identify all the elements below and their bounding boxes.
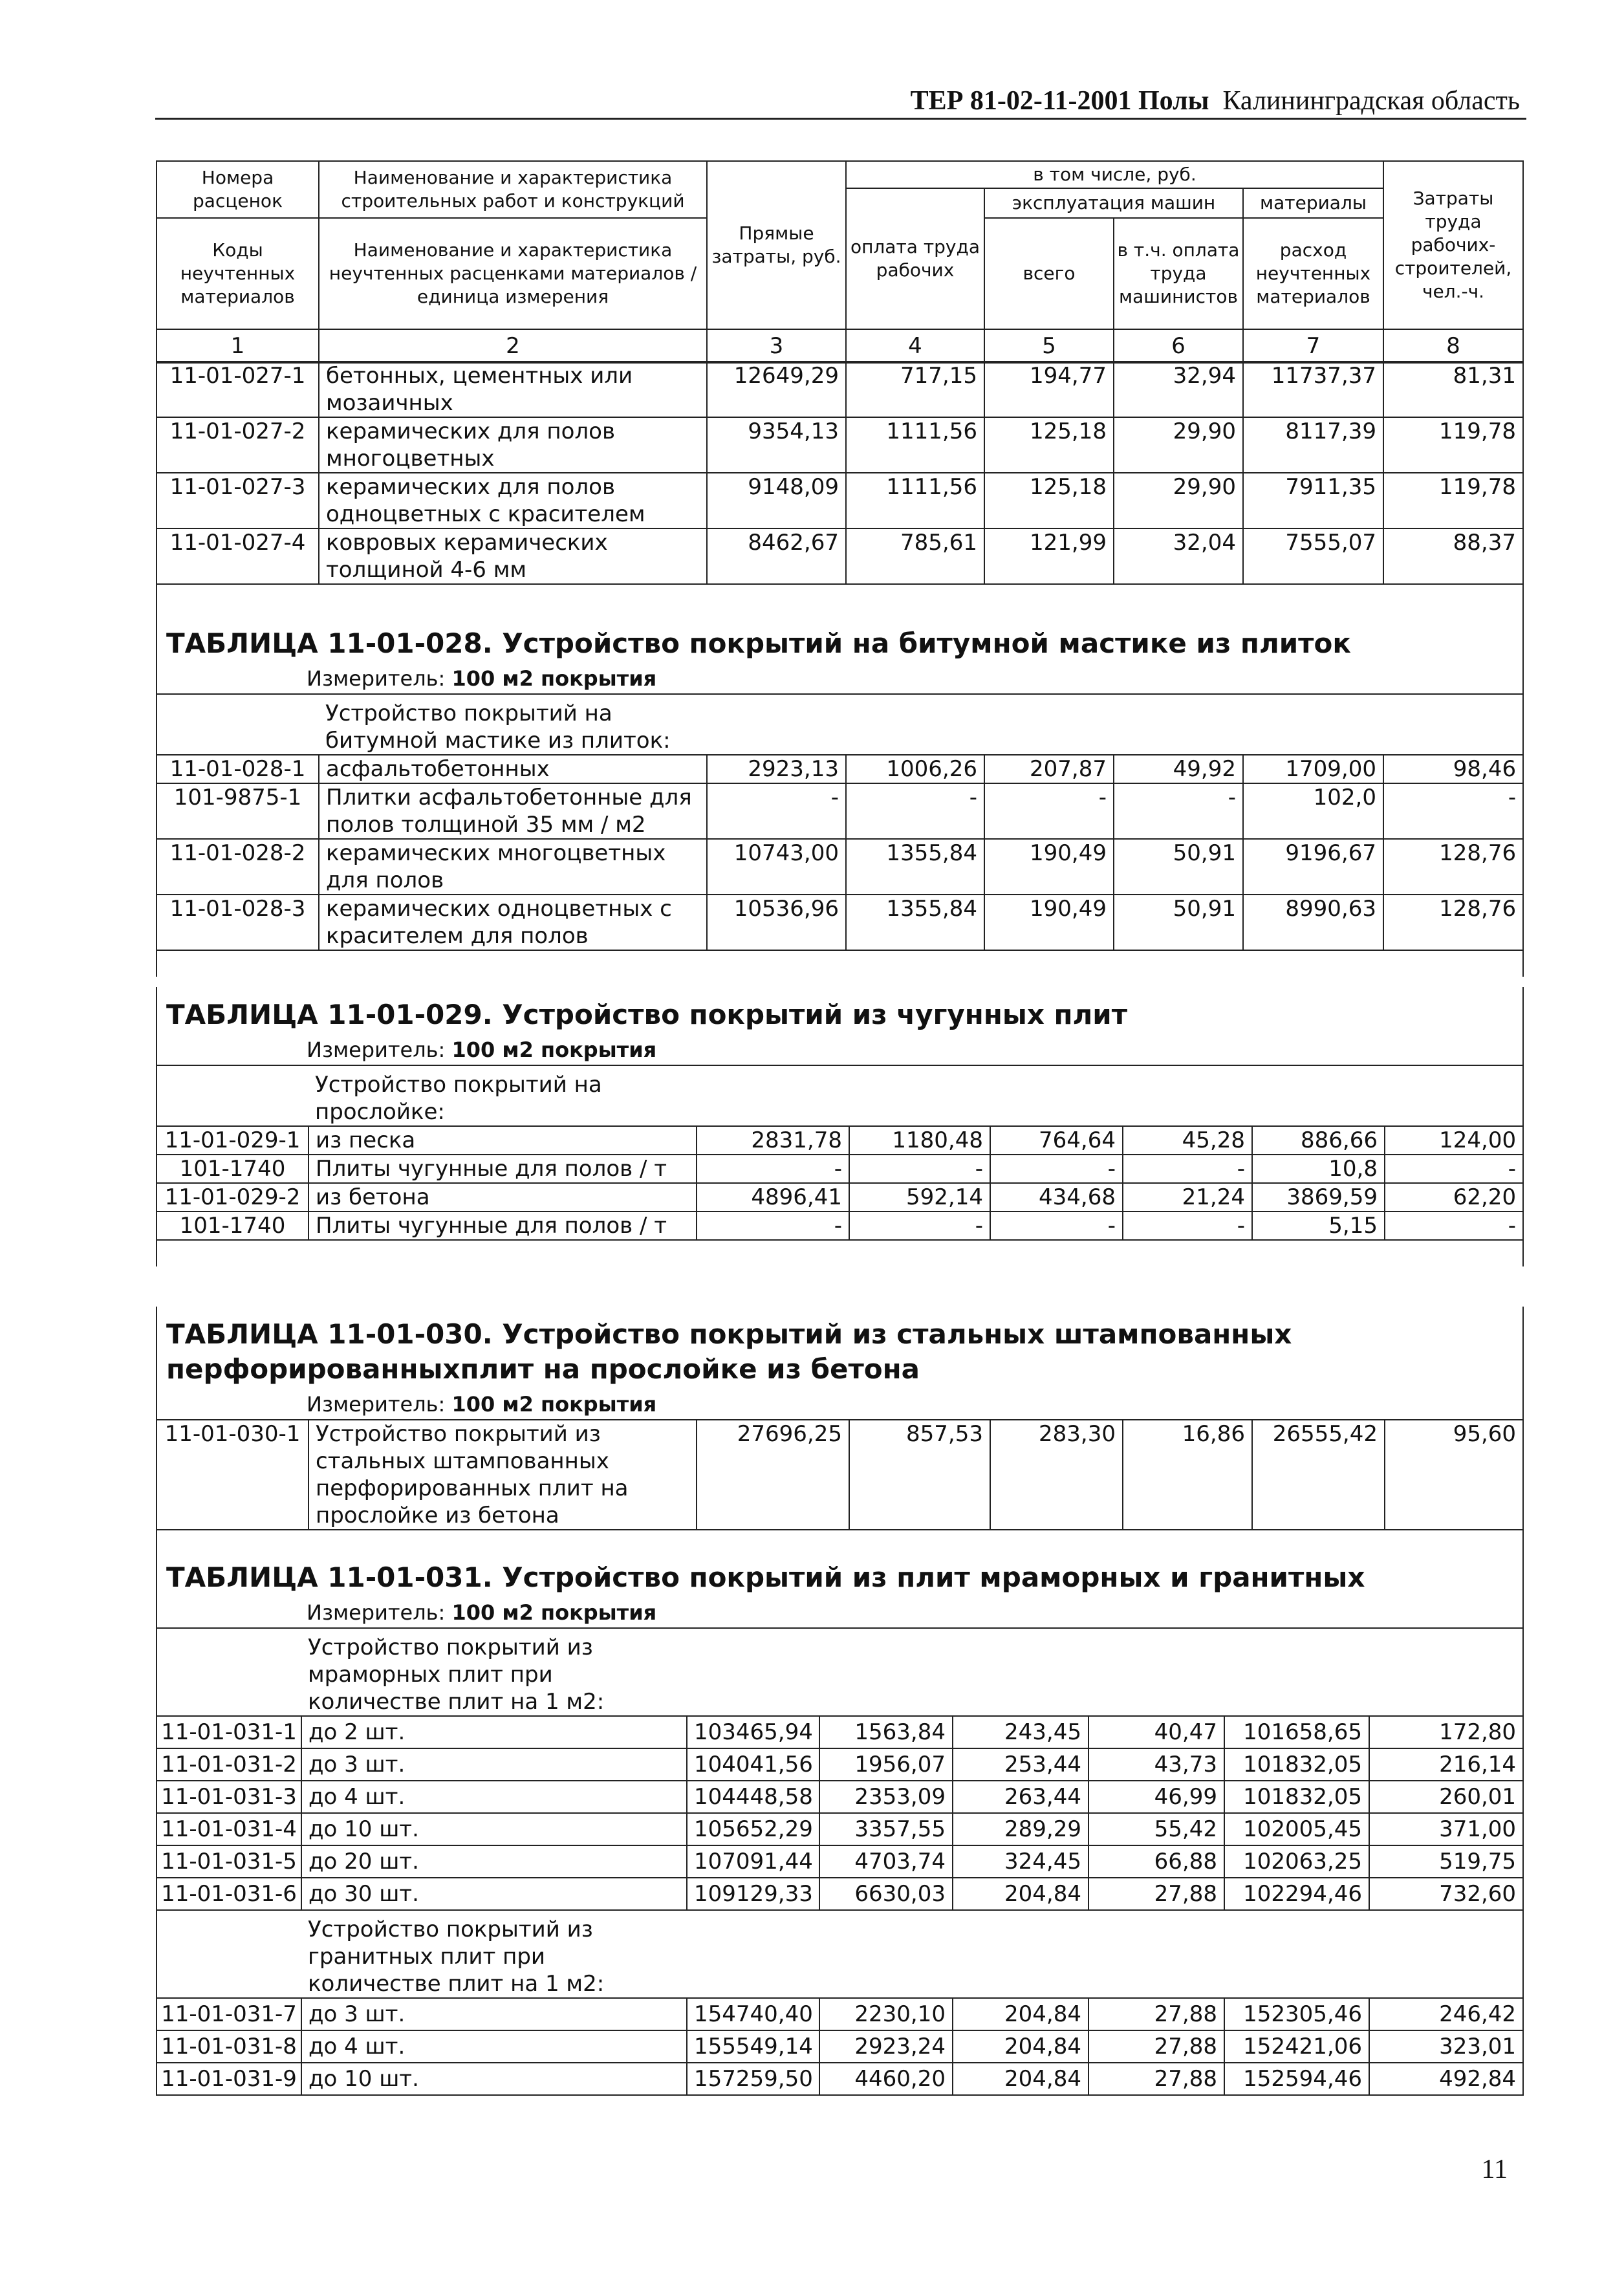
- table-row: [157, 783, 1523, 839]
- machine-operators-pay: 66,88: [1088, 1845, 1224, 1878]
- machine-operators-pay: 32,04: [1114, 528, 1243, 584]
- table-row: [157, 2030, 1523, 2063]
- machines-total: 125,18: [984, 473, 1114, 528]
- page-number: 11: [1481, 2155, 1508, 2184]
- table-029: [156, 987, 1524, 1266]
- materials: 101658,65: [1224, 1716, 1369, 1748]
- machine-operators-pay: 27,88: [1088, 1878, 1224, 1910]
- materials: 7555,07: [1243, 528, 1383, 584]
- labor-hours: 128,76: [1383, 839, 1523, 895]
- work-description: керамических многоцветных для полов: [319, 839, 707, 895]
- machine-operators-pay: 55,42: [1088, 1813, 1224, 1845]
- rate-code: 11-01-027-1: [157, 362, 319, 417]
- materials: 7911,35: [1243, 473, 1383, 528]
- materials: 9196,67: [1243, 839, 1383, 895]
- machines-total: 121,99: [984, 528, 1114, 584]
- table-row: [157, 1845, 1523, 1878]
- rate-code: 11-01-028-3: [157, 895, 319, 950]
- table-row: [157, 473, 1523, 528]
- rate-code: 11-01-031-4: [157, 1813, 301, 1845]
- rate-code: 11-01-028-1: [157, 755, 319, 783]
- table-row: [157, 1420, 1523, 1530]
- machine-operators-pay: -: [1123, 1212, 1252, 1240]
- header-name-bottom: Наименование и характеристика неучтенных расценками материалов / единица измерения: [319, 218, 707, 329]
- work-description: керамических для полов одноцветных с красителем: [319, 473, 707, 528]
- direct-costs: 104041,56: [687, 1748, 819, 1781]
- direct-costs: 4896,41: [697, 1183, 849, 1212]
- table-row: [157, 1998, 1523, 2030]
- header-code-top: Номера расценок: [157, 161, 319, 218]
- labor-hours: 128,76: [1383, 895, 1523, 950]
- machines-total: 190,49: [984, 895, 1114, 950]
- work-description: до 2 шт.: [301, 1716, 687, 1748]
- labor-hours: 519,75: [1369, 1845, 1523, 1878]
- labor-hours: 246,42: [1369, 1998, 1523, 2030]
- machine-operators-pay: 46,99: [1088, 1781, 1224, 1813]
- materials: 152421,06: [1224, 2030, 1369, 2063]
- rate-code: 101-1740: [157, 1212, 309, 1240]
- labor-pay: 1355,84: [846, 839, 984, 895]
- materials: 8990,63: [1243, 895, 1383, 950]
- materials: 102294,46: [1224, 1878, 1369, 1910]
- labor-hours: 95,60: [1385, 1420, 1523, 1530]
- direct-costs: 154740,40: [687, 1998, 819, 2030]
- labor-hours: 172,80: [1369, 1716, 1523, 1748]
- unit-label: Измеритель:: [307, 666, 446, 691]
- rate-code: 11-01-028-2: [157, 839, 319, 895]
- table-row: [157, 528, 1523, 584]
- col-num-8: 8: [1383, 329, 1523, 363]
- table-row: [157, 362, 1523, 417]
- machines-total: 194,77: [984, 362, 1114, 417]
- table-row: [157, 1748, 1523, 1781]
- machine-operators-pay: 27,88: [1088, 1998, 1224, 2030]
- table-row: [157, 1878, 1523, 1910]
- machine-operators-pay: 29,90: [1114, 417, 1243, 473]
- table-row: [157, 1716, 1523, 1748]
- work-description: до 30 шт.: [301, 1878, 687, 1910]
- rate-code: 11-01-031-5: [157, 1845, 301, 1878]
- table-row: [157, 417, 1523, 473]
- col-num-4: 4: [846, 329, 984, 363]
- direct-costs: 103465,94: [687, 1716, 819, 1748]
- direct-costs: 9354,13: [707, 417, 846, 473]
- table-030-title: ТАБЛИЦА 11-01-030. Устройство покрытий из стальных штампованных перфорированныхплит на прослойке из бетона: [157, 1307, 1523, 1389]
- rate-code: 11-01-027-4: [157, 528, 319, 584]
- rate-code: 11-01-030-1: [157, 1420, 309, 1530]
- machines-total: 204,84: [953, 2030, 1088, 2063]
- work-description: асфальтобетонных: [319, 755, 707, 783]
- materials: 101832,05: [1224, 1781, 1369, 1813]
- direct-costs: 109129,33: [687, 1878, 819, 1910]
- table-row: [157, 895, 1523, 950]
- labor-pay: -: [849, 1212, 990, 1240]
- direct-costs: 107091,44: [687, 1845, 819, 1878]
- rate-code: 11-01-031-7: [157, 1998, 301, 2030]
- unit-value: 100 м2 покрытия: [451, 1600, 657, 1625]
- machines-total: 289,29: [953, 1813, 1088, 1845]
- machines-total: -: [990, 1155, 1123, 1183]
- materials: 5,15: [1252, 1212, 1385, 1240]
- machines-total: 190,49: [984, 839, 1114, 895]
- table-028-title: ТАБЛИЦА 11-01-028. Устройство покрытий на битумной мастике из плиток: [157, 604, 1523, 664]
- rate-code: 11-01-029-1: [157, 1126, 309, 1155]
- machine-operators-pay: 50,91: [1114, 895, 1243, 950]
- col-num-1: 1: [157, 329, 319, 363]
- materials: 102005,45: [1224, 1813, 1369, 1845]
- labor-pay: -: [849, 1155, 990, 1183]
- labor-pay: 1180,48: [849, 1126, 990, 1155]
- labor-hours: -: [1385, 1212, 1523, 1240]
- materials: 11737,37: [1243, 362, 1383, 417]
- direct-costs: 9148,09: [707, 473, 846, 528]
- rate-code: 11-01-031-9: [157, 2063, 301, 2095]
- col-num-5: 5: [984, 329, 1114, 363]
- labor-pay: 4460,20: [819, 2063, 953, 2095]
- work-description: Устройство покрытий из стальных штампованных перфорированных плит на прослойке из бетона: [309, 1420, 697, 1530]
- machines-total: 204,84: [953, 1998, 1088, 2030]
- unit-value: 100 м2 покрытия: [451, 1038, 657, 1062]
- table-029-title: ТАБЛИЦА 11-01-029. Устройство покрытий из чугунных плит: [157, 987, 1523, 1035]
- materials: 102,0: [1243, 783, 1383, 839]
- machines-total: 125,18: [984, 417, 1114, 473]
- labor-hours: 119,78: [1383, 473, 1523, 528]
- header-rule: [155, 118, 1526, 120]
- direct-costs: -: [697, 1212, 849, 1240]
- work-description: из песка: [309, 1126, 697, 1155]
- direct-costs: -: [697, 1155, 849, 1183]
- direct-costs: 12649,29: [707, 362, 846, 417]
- work-description: Плитки асфальтобетонные для полов толщиной 35 мм / м2: [319, 783, 707, 839]
- rate-code: 11-01-031-3: [157, 1781, 301, 1813]
- table-031-title: ТАБЛИЦА 11-01-031. Устройство покрытий из плит мраморных и гранитных: [157, 1550, 1523, 1598]
- labor-hours: 98,46: [1383, 755, 1523, 783]
- work-description: до 4 шт.: [301, 2030, 687, 2063]
- work-description: Плиты чугунные для полов / т: [309, 1212, 697, 1240]
- machines-total: 434,68: [990, 1183, 1123, 1212]
- col-num-6: 6: [1114, 329, 1243, 363]
- labor-hours: 62,20: [1385, 1183, 1523, 1212]
- work-description: из бетона: [309, 1183, 697, 1212]
- work-description: бетонных, цементных или мозаичных: [319, 362, 707, 417]
- materials: 101832,05: [1224, 1748, 1369, 1781]
- labor-pay: 1563,84: [819, 1716, 953, 1748]
- unit-value: 100 м2 покрытия: [451, 666, 657, 691]
- table-031-subheading-marble: Устройство покрытий из мраморных плит при количестве плит на 1 м2:: [301, 1628, 687, 1716]
- header-direct-costs: Прямые затраты, руб.: [707, 161, 846, 329]
- materials: 152305,46: [1224, 1998, 1369, 2030]
- labor-hours: 216,14: [1369, 1748, 1523, 1781]
- running-header-region: Калининградская область: [1222, 86, 1520, 116]
- rate-code: 11-01-031-2: [157, 1748, 301, 1781]
- table-row: [157, 1183, 1523, 1212]
- direct-costs: 157259,50: [687, 2063, 819, 2095]
- table-row: [157, 755, 1523, 783]
- machine-operators-pay: 32,94: [1114, 362, 1243, 417]
- labor-hours: 88,37: [1383, 528, 1523, 584]
- machine-operators-pay: 49,92: [1114, 755, 1243, 783]
- rate-code: 11-01-029-2: [157, 1183, 309, 1212]
- header-labor-costs: Затраты труда рабочих-строителей, чел.-ч.: [1383, 161, 1523, 329]
- header-machines: эксплуатация машин: [984, 188, 1243, 218]
- header-name-top: Наименование и характеристика строительных работ и конструкций: [319, 161, 707, 218]
- machines-total: 243,45: [953, 1716, 1088, 1748]
- direct-costs: 155549,14: [687, 2030, 819, 2063]
- machine-operators-pay: 50,91: [1114, 839, 1243, 895]
- machine-operators-pay: -: [1114, 783, 1243, 839]
- table-029-unit: [157, 1035, 1523, 1065]
- machine-operators-pay: 29,90: [1114, 473, 1243, 528]
- work-description: керамических для полов многоцветных: [319, 417, 707, 473]
- materials: 10,8: [1252, 1155, 1385, 1183]
- work-description: до 10 шт.: [301, 2063, 687, 2095]
- col-num-7: 7: [1243, 329, 1383, 363]
- machines-total: 263,44: [953, 1781, 1088, 1813]
- labor-pay: 857,53: [849, 1420, 990, 1530]
- machine-operators-pay: 21,24: [1123, 1183, 1252, 1212]
- work-description: Плиты чугунные для полов / т: [309, 1155, 697, 1183]
- table-030-unit: [157, 1389, 1523, 1420]
- labor-pay: 2230,10: [819, 1998, 953, 2030]
- table-row: [157, 1813, 1523, 1845]
- work-description: до 4 шт.: [301, 1781, 687, 1813]
- labor-hours: 260,01: [1369, 1781, 1523, 1813]
- table-030: [156, 1307, 1524, 1556]
- work-description: ковровых керамических толщиной 4-6 мм: [319, 528, 707, 584]
- materials: 886,66: [1252, 1126, 1385, 1155]
- header-materials-use: расход неучтенных материалов: [1243, 218, 1383, 329]
- machines-total: 324,45: [953, 1845, 1088, 1878]
- table-029-subheading: Устройство покрытий на прослойке:: [309, 1065, 697, 1126]
- direct-costs: 27696,25: [697, 1420, 849, 1530]
- labor-pay: 1006,26: [846, 755, 984, 783]
- direct-costs: 2831,78: [697, 1126, 849, 1155]
- labor-hours: 119,78: [1383, 417, 1523, 473]
- machines-total: 283,30: [990, 1420, 1123, 1530]
- rate-code: 101-1740: [157, 1155, 309, 1183]
- labor-pay: 6630,03: [819, 1878, 953, 1910]
- direct-costs: 104448,58: [687, 1781, 819, 1813]
- labor-pay: 4703,74: [819, 1845, 953, 1878]
- labor-pay: -: [846, 783, 984, 839]
- table-row: [157, 839, 1523, 895]
- rate-code: 11-01-027-3: [157, 473, 319, 528]
- table-row: [157, 1212, 1523, 1240]
- table-028-subheading: Устройство покрытий на битумной мастике из плиток:: [319, 694, 707, 755]
- labor-pay: 1956,07: [819, 1748, 953, 1781]
- col-num-3: 3: [707, 329, 846, 363]
- table-row: [157, 1126, 1523, 1155]
- unit-label: Измеритель:: [307, 1392, 446, 1417]
- labor-hours: 371,00: [1369, 1813, 1523, 1845]
- col-num-2: 2: [319, 329, 707, 363]
- header-labor-pay: оплата труда рабочих: [846, 188, 984, 329]
- labor-hours: 732,60: [1369, 1878, 1523, 1910]
- labor-pay: 2353,09: [819, 1781, 953, 1813]
- running-header-code: ТЕР 81-02-11-2001 Полы: [910, 86, 1209, 116]
- labor-hours: 492,84: [1369, 2063, 1523, 2095]
- direct-costs: 105652,29: [687, 1813, 819, 1845]
- work-description: до 20 шт.: [301, 1845, 687, 1878]
- labor-hours: 81,31: [1383, 362, 1523, 417]
- header-machines-total: всего: [984, 218, 1114, 329]
- materials: 8117,39: [1243, 417, 1383, 473]
- table-027-rows: [156, 361, 1524, 611]
- unit-label: Измеритель:: [307, 1038, 446, 1062]
- header-code-bottom: Коды неучтенных материалов: [157, 218, 319, 329]
- machine-operators-pay: 27,88: [1088, 2030, 1224, 2063]
- labor-hours: 323,01: [1369, 2030, 1523, 2063]
- machine-operators-pay: 45,28: [1123, 1126, 1252, 1155]
- materials: 3869,59: [1252, 1183, 1385, 1212]
- direct-costs: -: [707, 783, 846, 839]
- machine-operators-pay: 40,47: [1088, 1716, 1224, 1748]
- direct-costs: 10536,96: [707, 895, 846, 950]
- direct-costs: 2923,13: [707, 755, 846, 783]
- rate-code: 11-01-031-8: [157, 2030, 301, 2063]
- machines-total: -: [990, 1212, 1123, 1240]
- rate-code: 11-01-027-2: [157, 417, 319, 473]
- labor-pay: 1111,56: [846, 417, 984, 473]
- labor-pay: 785,61: [846, 528, 984, 584]
- table-row: [157, 1781, 1523, 1813]
- labor-pay: 717,15: [846, 362, 984, 417]
- table-031: [156, 1550, 1524, 2096]
- labor-hours: -: [1385, 1155, 1523, 1183]
- machines-total: 253,44: [953, 1748, 1088, 1781]
- machines-total: 204,84: [953, 2063, 1088, 2095]
- unit-value: 100 м2 покрытия: [451, 1392, 657, 1417]
- table-row: [157, 1155, 1523, 1183]
- rate-code: 101-9875-1: [157, 783, 319, 839]
- direct-costs: 10743,00: [707, 839, 846, 895]
- running-header: [155, 84, 1520, 118]
- labor-pay: 1111,56: [846, 473, 984, 528]
- machines-total: 204,84: [953, 1878, 1088, 1910]
- direct-costs: 8462,67: [707, 528, 846, 584]
- machines-total: 207,87: [984, 755, 1114, 783]
- header-materials: материалы: [1243, 188, 1383, 218]
- header-including: в том числе, руб.: [846, 161, 1383, 188]
- table-row: [157, 2063, 1523, 2095]
- materials: 152594,46: [1224, 2063, 1369, 2095]
- work-description: до 10 шт.: [301, 1813, 687, 1845]
- labor-pay: 2923,24: [819, 2030, 953, 2063]
- materials: 102063,25: [1224, 1845, 1369, 1878]
- table-028-unit: [157, 664, 1523, 694]
- work-description: до 3 шт.: [301, 1998, 687, 2030]
- materials: 26555,42: [1252, 1420, 1385, 1530]
- header-machines-operators: в т.ч. оплата труда машинистов: [1114, 218, 1243, 329]
- work-description: керамических одноцветных с красителем для полов: [319, 895, 707, 950]
- materials: 1709,00: [1243, 755, 1383, 783]
- labor-hours: -: [1383, 783, 1523, 839]
- table-028: [156, 604, 1524, 977]
- labor-pay: 592,14: [849, 1183, 990, 1212]
- unit-label: Измеритель:: [307, 1600, 446, 1625]
- column-header-table: [156, 160, 1524, 364]
- machines-total: 764,64: [990, 1126, 1123, 1155]
- machine-operators-pay: 43,73: [1088, 1748, 1224, 1781]
- table-031-unit: [157, 1598, 1523, 1628]
- table-031-subheading-granite: Устройство покрытий из гранитных плит при количестве плит на 1 м2:: [301, 1910, 687, 1998]
- labor-pay: 1355,84: [846, 895, 984, 950]
- machine-operators-pay: 16,86: [1123, 1420, 1252, 1530]
- rate-code: 11-01-031-1: [157, 1716, 301, 1748]
- work-description: до 3 шт.: [301, 1748, 687, 1781]
- rate-code: 11-01-031-6: [157, 1878, 301, 1910]
- machine-operators-pay: -: [1123, 1155, 1252, 1183]
- machine-operators-pay: 27,88: [1088, 2063, 1224, 2095]
- labor-hours: 124,00: [1385, 1126, 1523, 1155]
- labor-pay: 3357,55: [819, 1813, 953, 1845]
- machines-total: -: [984, 783, 1114, 839]
